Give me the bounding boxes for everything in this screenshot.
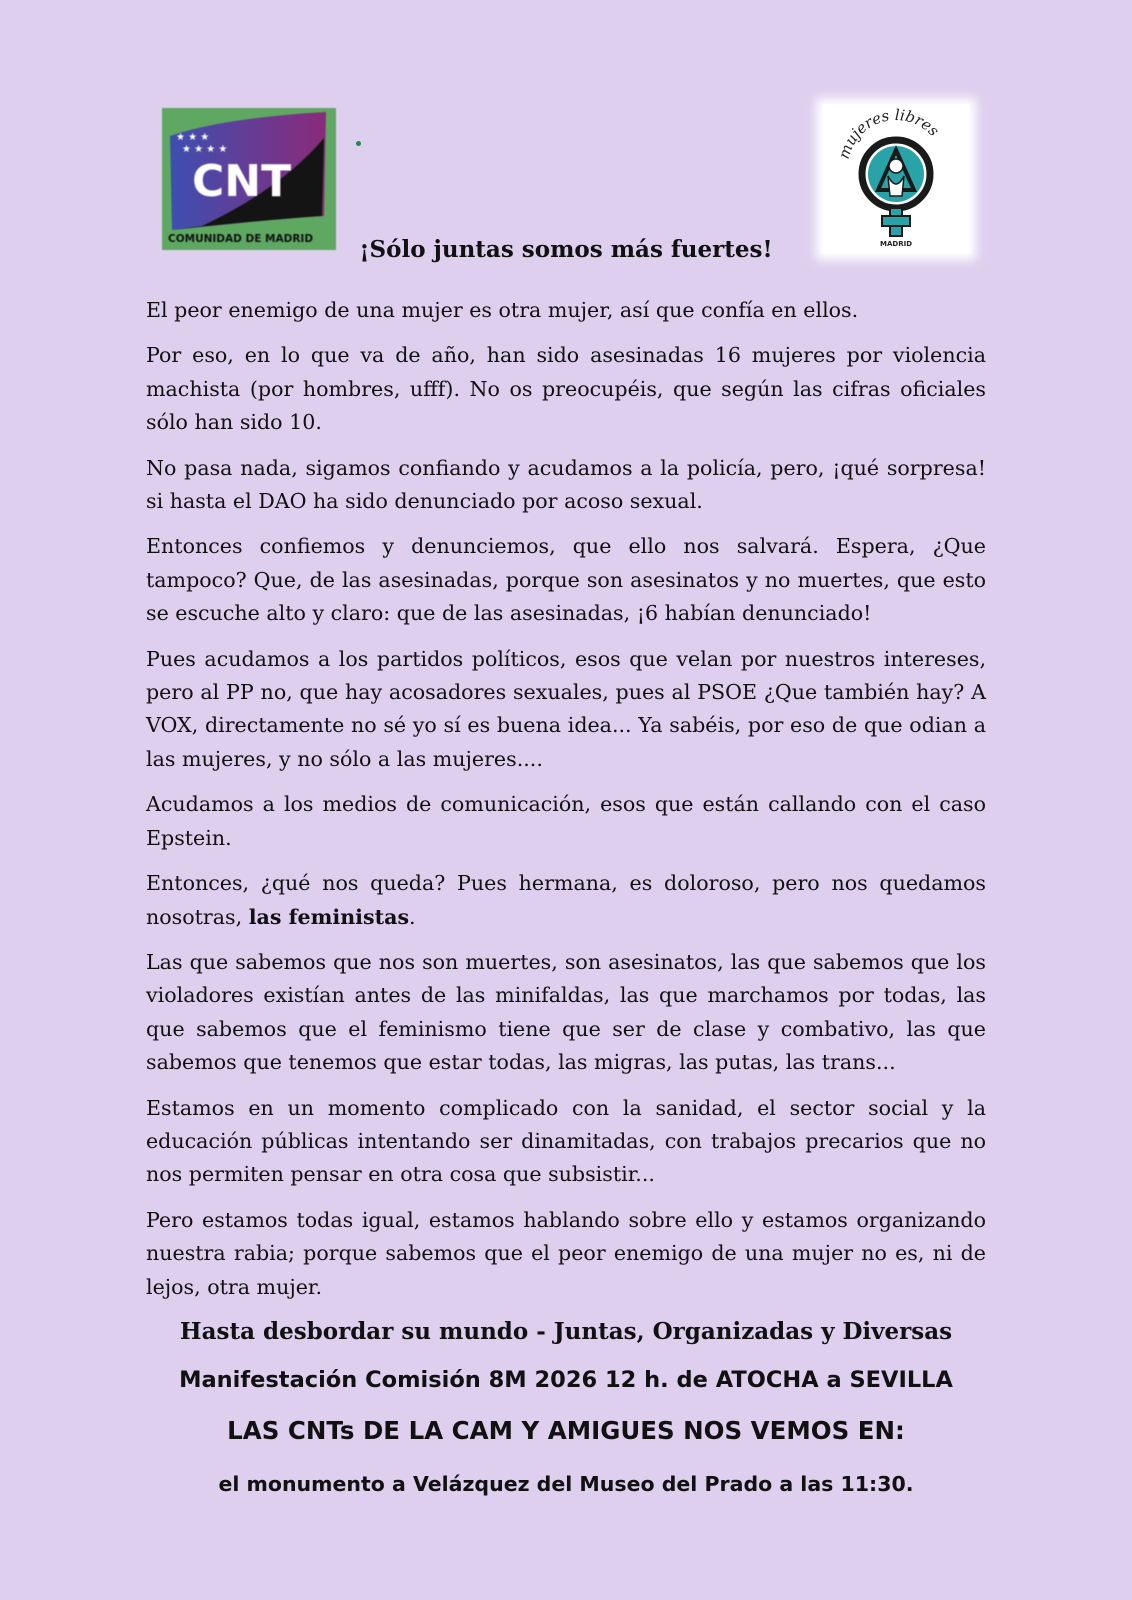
paragraph: Acudamos a los medios de comunicación, esos que están callando con el caso Epstein.: [146, 792, 986, 850]
paragraph: Las que sabemos que nos son muertes, son asesinatos, las que sabemos que los violadores existían antes de las minifaldas, las que marchamos por todas, las que sabemos que el feminismo tiene que ser de clase y combativo, las que sabemos que tenemos que estar todas, las migras, las putas, las trans...: [146, 949, 986, 1075]
slogan: Hasta desbordar su mundo - Juntas, Organizadas y Diversas: [179, 1318, 953, 1345]
body-text: [146, 294, 986, 1304]
paragraph: Por eso, en lo que va de año, han sido asesinadas 16 mujeres por violencia machista (por hombres, ufff). No os preocupéis, que según las cifras oficiales sólo han sido 10.: [146, 343, 986, 435]
mujeres-libres-logo-subtitle: MADRID: [880, 240, 912, 248]
paragraph: No pasa nada, sigamos confiando y acudamos a la policía, pero, ¡qué sorpresa! si hasta el DAO ha sido denunciado por acoso sexual.: [146, 455, 986, 514]
mujeres-libres-logo: [822, 104, 970, 254]
demonstration-info: Manifestación Comisión 8M 2026 12 h. de ATOCHA a SEVILLA: [179, 1367, 953, 1393]
mujeres-libres-logo-text: mujeres libres: [834, 105, 943, 162]
svg-text:★ ★ ★ ★: ★ ★ ★ ★: [182, 144, 228, 155]
paragraph-feminists: [146, 867, 986, 934]
paragraph-text: .: [409, 904, 416, 929]
paragraph: Pero estamos todas igual, estamos hablando sobre ello y estamos organizando nuestra rabia; porque sabemos que el peor enemigo de una mujer no es, ni de lejos, otra mujer.: [146, 1207, 986, 1299]
paragraph: Pues acudamos a los partidos políticos, esos que velan por nuestros intereses, pero al PP no, que hay acosadores sexuales, pues al PSOE ¿Que también hay? A VOX, directamente no sé yo sí es buena idea... Ya sabéis, por eso de que odian a las mujeres, y no sólo a las mujeres....: [146, 646, 986, 771]
meeting-heading: LAS CNTs DE LA CAM Y AMIGUES NOS VEMOS EN:: [227, 1416, 905, 1445]
cnt-logo: [162, 108, 336, 250]
decorative-dot: [356, 141, 361, 146]
cnt-logo-subtitle: COMUNIDAD DE MADRID: [168, 233, 314, 245]
paragraph: Estamos en un momento complicado con la sanidad, el sector social y la educación públicas intentando ser dinamitadas, con trabajos precarios que no nos permiten pensar en otra cosa que subsistir...: [146, 1095, 986, 1187]
cnt-logo-text: CNT: [192, 156, 292, 207]
bold-phrase: las feministas: [248, 904, 410, 929]
paragraph: El peor enemigo de una mujer es otra mujer, así que confía en ellos.: [146, 298, 859, 322]
svg-text:★ ★ ★: ★ ★ ★: [176, 132, 210, 143]
page-title: ¡Sólo juntas somos más fuertes!: [359, 236, 773, 263]
meeting-place: el monumento a Velázquez del Museo del Prado a las 11:30.: [218, 1472, 914, 1496]
paragraph: Entonces confiemos y denunciemos, que ello nos salvará. Espera, ¿Que tampoco? Que, de las asesinadas, porque son asesinatos y no muertes, que esto se escuche alto y claro: que de las asesinadas, ¡6 habían denunciado!: [146, 534, 986, 626]
paragraph-text: Entonces, ¿qué nos queda? Pues hermana, es doloroso, pero nos quedamos nosotras,: [146, 871, 986, 929]
